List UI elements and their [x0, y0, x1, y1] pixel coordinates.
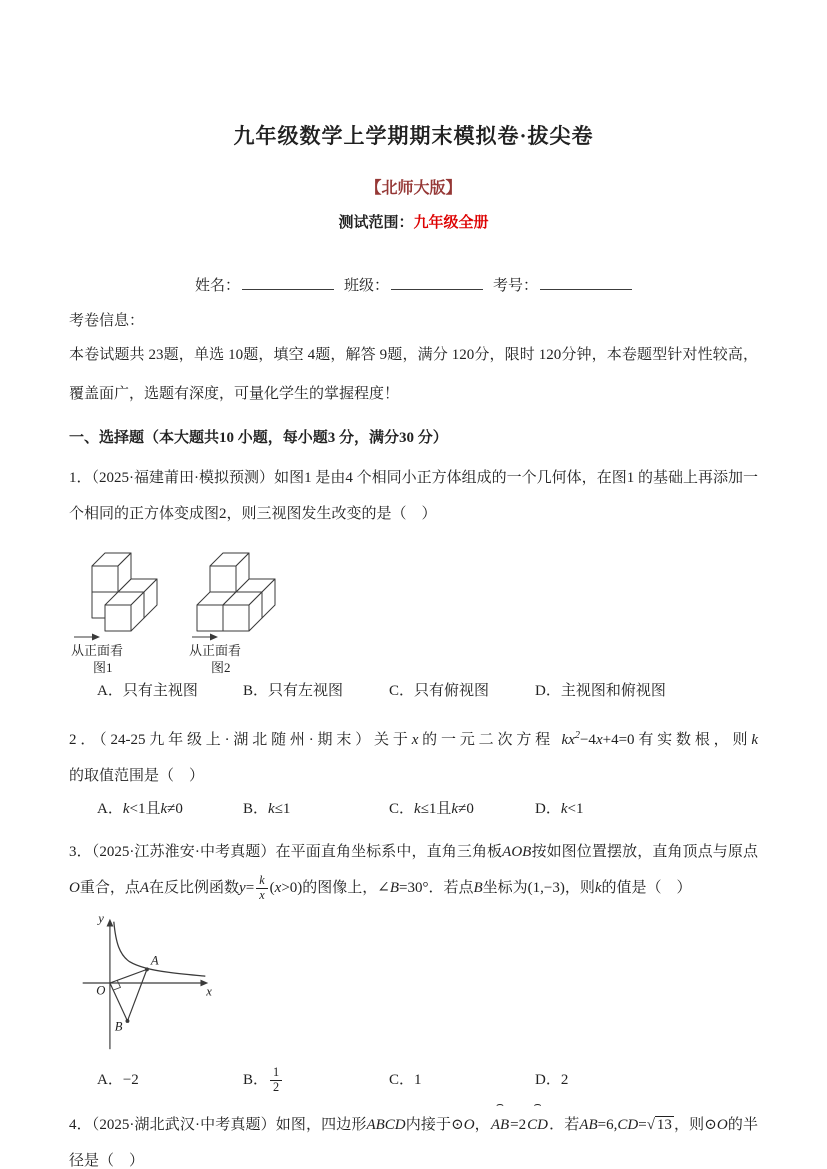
section-1-heading: 一、选择题（本大题共10 小题，每小题3 分，满分30 分） — [69, 430, 448, 446]
question-3-options — [97, 1063, 758, 1097]
question-2-text: 2．（24-25九年级上·湖北随州·期末）关于x的一元二次方程 $kx^2-4x+4=0$有实数根，则k的取值范围是（ ） — [69, 730, 758, 784]
point-a-label: A — [150, 953, 159, 968]
question-1-figures — [71, 536, 758, 676]
point-b-label: B — [114, 1019, 123, 1034]
view-direction-arrow — [74, 634, 100, 641]
cube-figure-1-drawing — [71, 536, 171, 642]
question-1-option-b: B．只有左视图 — [243, 683, 344, 699]
figure-1-caption — [71, 642, 171, 676]
triangle-oab — [110, 969, 147, 1021]
exam-info-body: 本卷试题共 23题，单选 10题，填空 4题，解答 9题，满分 120分，限时 120分钟，本卷题型针对性较高，覆盖面广，选题有深度，可量化学生的掌握程度！ — [69, 347, 758, 402]
figure-1-view-label: 从正面看 — [71, 643, 124, 658]
question-2-option-c: C．k≤1且k≠0 — [389, 801, 474, 817]
student-info-line — [69, 274, 758, 298]
question-3-figure — [71, 910, 758, 1061]
figure-2-caption — [189, 642, 289, 676]
scope-label: 测试范围： — [338, 215, 414, 231]
name-label: 姓名： — [194, 278, 240, 294]
question-3-option-c: C．1 — [389, 1072, 422, 1088]
question-3-option-a: A．−2 — [97, 1072, 139, 1088]
hyperbola-curve — [114, 922, 205, 977]
question-1-text: 1．（2025·福建莆田·模拟预测）如图1 是由4 个相同小正方体组成的一个几何体，在图1 的基础上再添加一个相同的正方体变成图2，则三视图发生改变的是（ ） — [69, 470, 758, 522]
question-2-option-a: A．k<1且k≠0 — [97, 801, 183, 817]
question-1-options — [97, 676, 758, 706]
graph-labels — [96, 912, 212, 1034]
question-2-options — [97, 794, 758, 824]
x-axis-label: x — [206, 984, 212, 999]
view-direction-arrow — [192, 634, 218, 641]
question-1-option-d: D．主视图和俯视图 — [535, 683, 666, 699]
question-3-option-b: B． $\frac{1}{2}$ — [243, 1063, 389, 1097]
figure-1 — [71, 536, 171, 676]
question-1-option-a: A．只有主视图 — [97, 683, 198, 699]
y-axis-label: y — [98, 911, 104, 926]
scope-value: 九年级全册 — [413, 215, 489, 231]
class-label: 班级： — [343, 278, 389, 294]
question-4 — [69, 1097, 758, 1169]
question-3-option-d: D．2 — [535, 1072, 569, 1088]
question-2-option-b: B．k≤1 — [243, 801, 291, 817]
cube-stack — [92, 553, 157, 631]
question-4-text: 4．（2025·湖北武汉·中考真题）如图，四边形ABCD内接于⊙O， ⌢ AB=2 ⌢ CD．若AB=6,CD=√ 13 ，则⊙O的半径是（ ） — [69, 1097, 758, 1169]
edition-label: 【北师大版】 — [365, 180, 462, 197]
cube-stack — [197, 553, 275, 631]
question-3-text: 3．（2025·江苏淮安·中考真题）在平面直角坐标系中，直角三角板AOB按如图位置摆放，直角顶点与原点O重合，点A在反比例函数y= $\frac{k}{x}$ (x>0)的图像上，∠B=30°．若点B坐标为(1,−3)，则k的值是（ ） — [69, 844, 758, 902]
cube-figure-2-drawing — [189, 536, 289, 642]
figure-2-number: 图2 — [211, 660, 231, 675]
test-scope-line — [69, 213, 758, 234]
exam-info-heading: 考卷信息： — [69, 313, 145, 329]
origin-label: O — [96, 983, 106, 998]
figure-2-view-label: 从正面看 — [189, 643, 242, 658]
question-1 — [69, 460, 758, 706]
exam-no-blank — [540, 274, 632, 290]
question-1-option-c: C．只有俯视图 — [389, 683, 490, 699]
figure-2 — [189, 536, 289, 676]
hyperbola-graph — [71, 910, 217, 1056]
question-2 — [69, 718, 758, 824]
name-blank — [242, 274, 334, 290]
exam-no-label: 考号： — [493, 278, 539, 294]
question-3 — [69, 834, 758, 1097]
class-blank — [391, 274, 483, 290]
question-2-option-d: D．k<1 — [535, 801, 584, 817]
page-title: 九年级数学上学期期末模拟卷·拔尖卷 — [233, 124, 594, 148]
figure-1-number: 图1 — [93, 660, 113, 675]
